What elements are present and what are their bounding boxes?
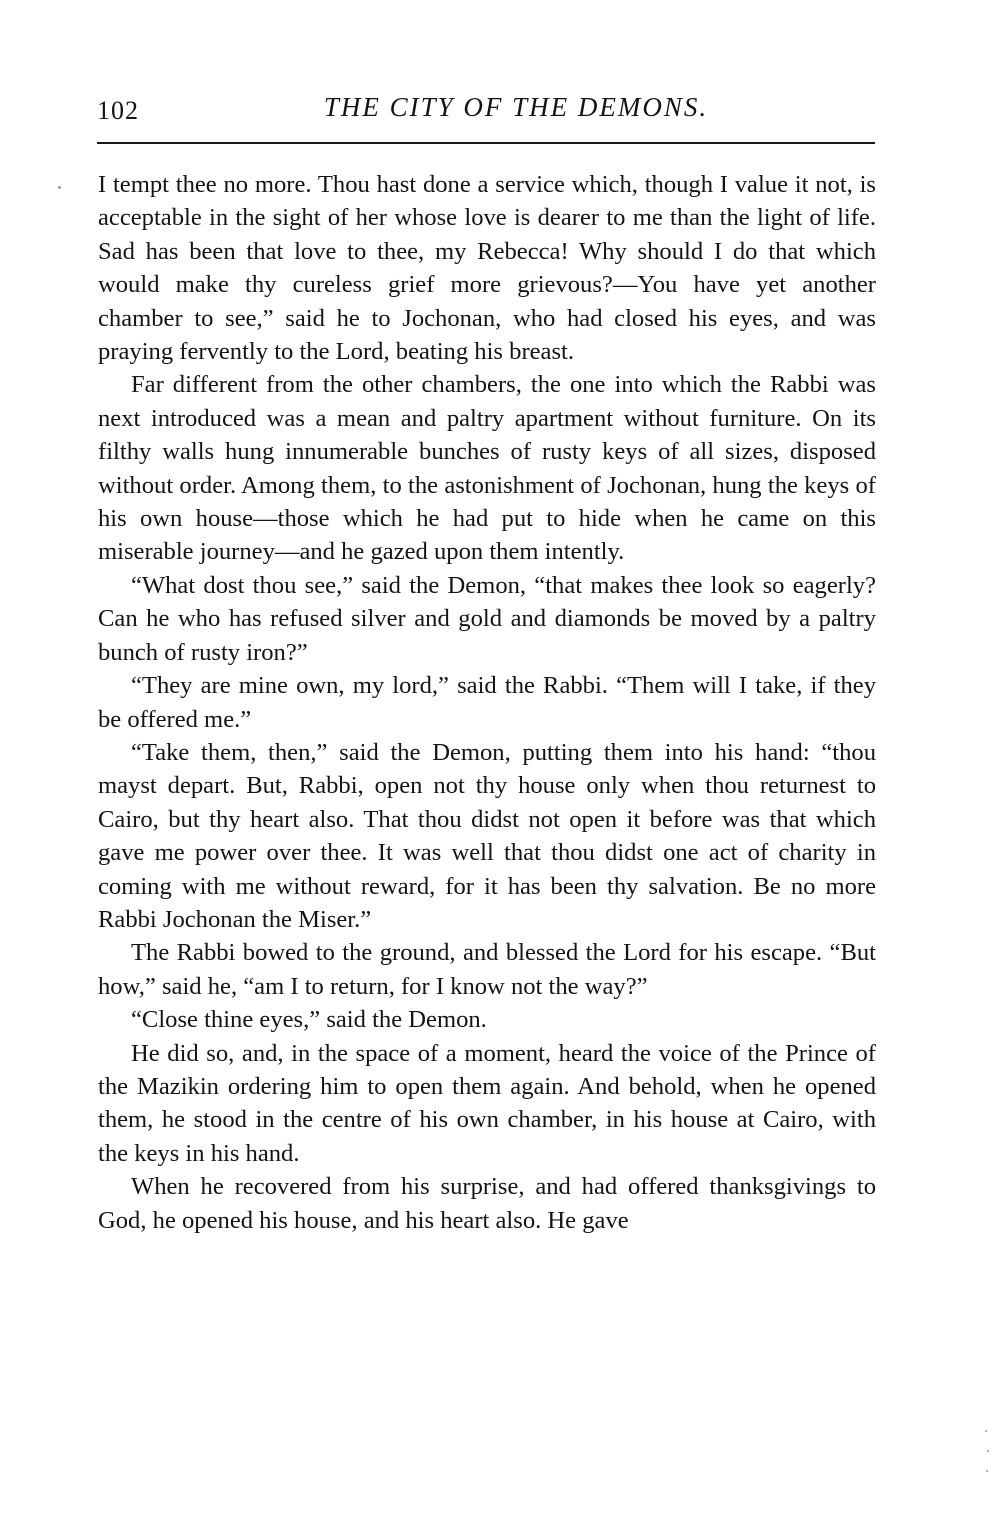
paragraph: He did so, and, in the space of a moment, heard the voice of the Prince of the Mazikin ordering him to open them again. And behold, when he opened them, he stood in the centre of his own chamber, in his house at Cairo, with the keys in his hand. (98, 1039, 876, 1167)
running-head (97, 92, 875, 132)
scan-speck (986, 1470, 988, 1472)
page-number: 102 (97, 96, 139, 125)
paragraph: When he recovered from his surprise, and had offered thanksgivings to God, he opened his house, and his heart also. He gave (98, 1173, 876, 1234)
scan-speck (58, 186, 61, 189)
paragraph: I tempt thee no more. Thou hast done a service which, though I value it not, is acceptable in the sight of her whose love is dearer to me than the light of life. Sad has been that love to thee, my Rebecca! Why should I do that which would make thy cureless grief more grievous?—You have yet another chamber to see,” said he to Jochonan, who had closed his eyes, and was praying fervently to the Lord, beating his breast. (98, 171, 876, 366)
header-rule (97, 142, 875, 144)
body-text (98, 168, 876, 1237)
paragraph: “What dost thou see,” said the Demon, “that makes thee look so eagerly? Can he who has refused silver and gold and diamonds be moved by a paltry bunch of rusty iron?” (98, 571, 876, 666)
paragraph: “They are mine own, my lord,” said the Rabbi. “Them will I take, if they be offered me.” (98, 672, 876, 733)
paragraph: The Rabbi bowed to the ground, and blessed the Lord for his escape. “But how,” said he, “am I to return, for I know not the way?” (98, 939, 876, 1000)
paragraph: “Take them, then,” said the Demon, putting them into his hand: “thou mayst depart. But, Rabbi, open not thy house only when thou returnest to Cairo, but thy heart also. That thou didst not open it before was that which gave me power over thee. It was well that thou didst one act of charity in coming with me without reward, for it has been thy salvation. Be no more Rabbi Jochonan the Miser.” (98, 738, 876, 933)
scan-speck (985, 1430, 987, 1432)
paragraph: Far different from the other chambers, the one into which the Rabbi was next introduced was a mean and paltry apartment without furniture. On its filthy walls hung innumerable bunches of rusty keys of all sizes, disposed without order. Among them, to the astonishment of Jochonan, hung the keys of his own house—those which he had put to hide when he came on this miserable journey—and he gazed upon them intently. (98, 371, 876, 566)
paragraph: “Close thine eyes,” said the Demon. (131, 1006, 487, 1034)
running-title: THE CITY OF THE DEMONS. (323, 92, 709, 122)
scan-speck (987, 1450, 989, 1452)
